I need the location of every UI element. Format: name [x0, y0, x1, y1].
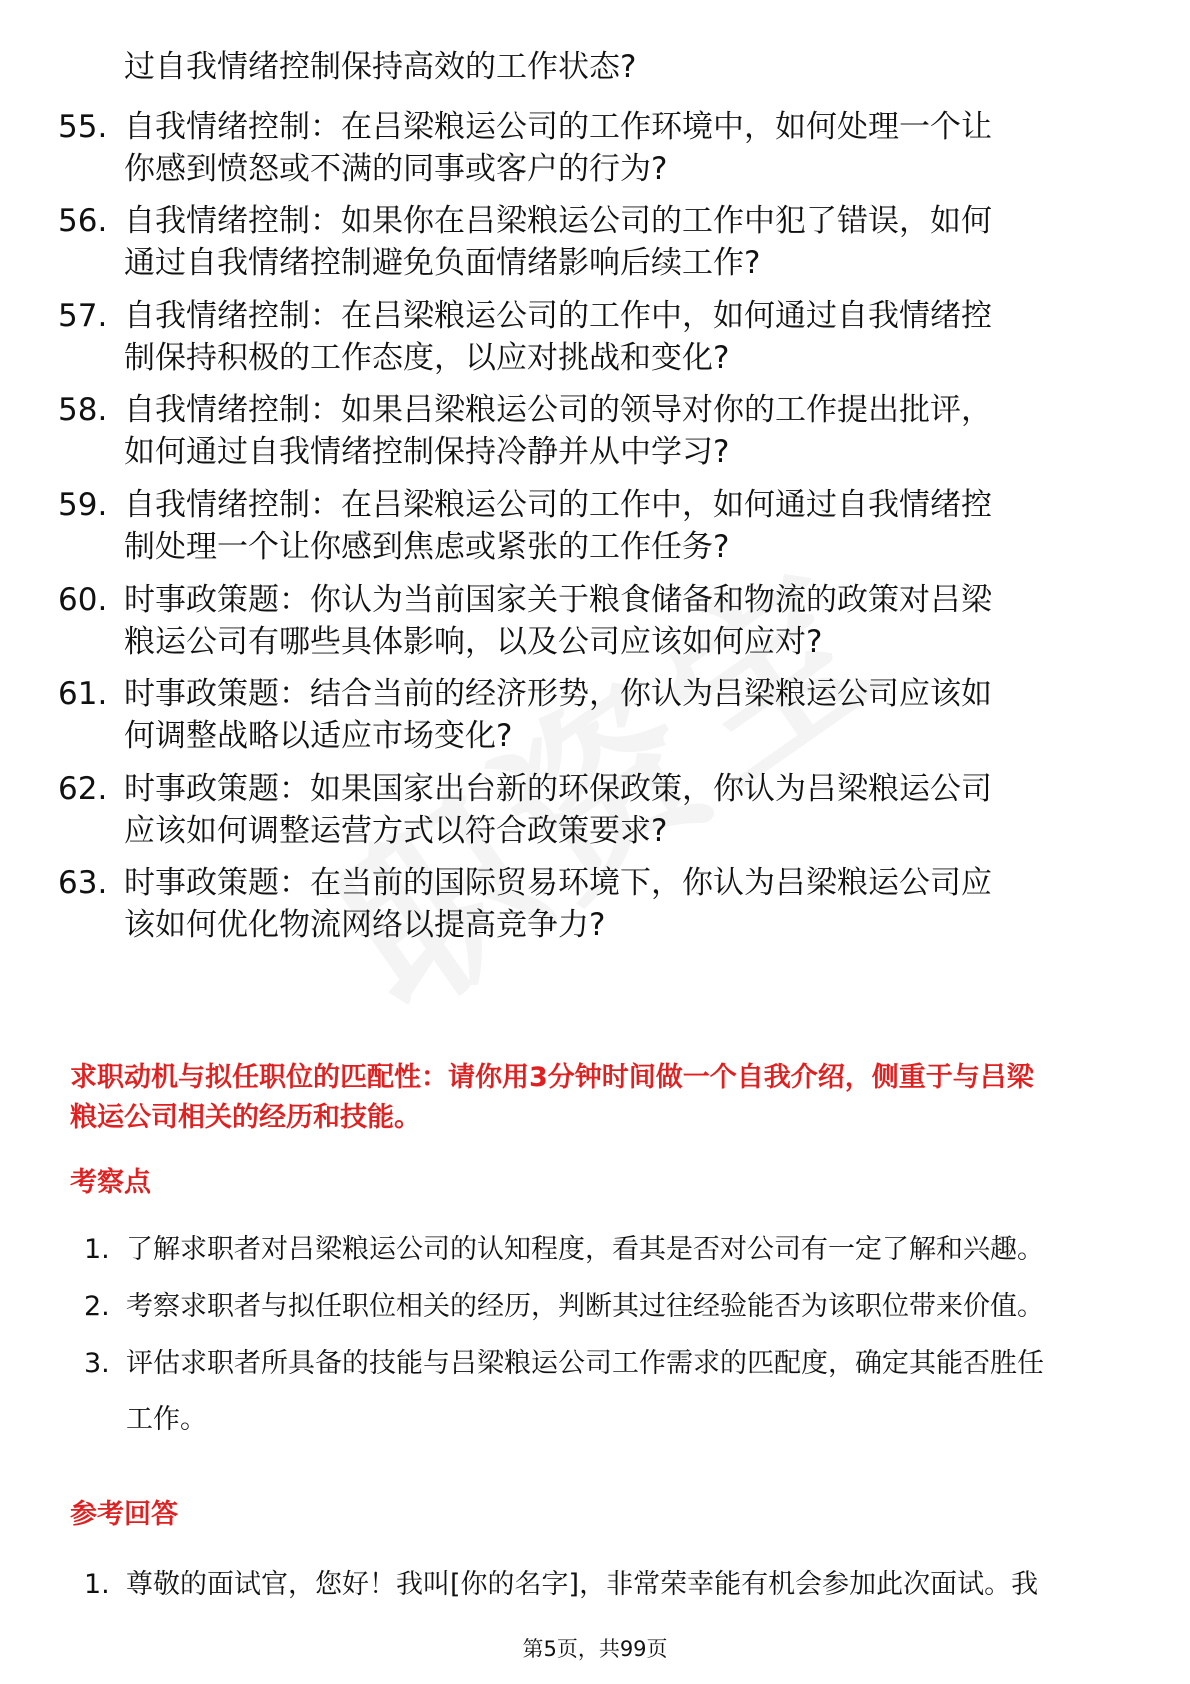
question-number: 61.: [58, 676, 108, 712]
point-text: 了解求职者对吕梁粮运公司的认知程度，看其是否对公司有一定了解和兴趣。: [126, 1234, 1044, 1265]
question-number: 57.: [58, 298, 108, 334]
question-number: 55.: [58, 109, 108, 145]
question-text: 时事政策题：结合当前的经济形势，你认为吕梁粮运公司应该如 何调整战略以适应市场变化?: [124, 676, 992, 754]
page-footer: 第5页，共99页: [522, 1637, 668, 1661]
section-title: 求职动机与拟任职位的匹配性：请你用3分钟时间做一个自我介绍，侧重于与吕梁 粮运公司相关的经历和技能。: [70, 1062, 1034, 1133]
point-number: 3.: [84, 1348, 110, 1379]
question-text: 时事政策题：在当前的国际贸易环境下，你认为吕梁粮运公司应 该如何优化物流网络以提高竞争力?: [124, 865, 992, 943]
question-text: 自我情绪控制：在吕梁粮运公司的工作环境中，如何处理一个让 你感到愤怒或不满的同事或客户的行为?: [124, 109, 992, 187]
point-number: 1.: [84, 1234, 110, 1265]
question-text: 自我情绪控制：在吕梁粮运公司的工作中，如何通过自我情绪控 制处理一个让你感到焦虑或紧张的工作任务?: [124, 487, 992, 565]
question-text: 自我情绪控制：在吕梁粮运公司的工作中，如何通过自我情绪控 制保持积极的工作态度，以应对挑战和变化?: [124, 298, 992, 376]
point-text: 评估求职者所具备的技能与吕梁粮运公司工作需求的匹配度，确定其能否胜任 工作。: [126, 1348, 1044, 1435]
answer-text: 尊敬的面试官，您好！我叫[你的名字]，非常荣幸能有机会参加此次面试。我: [126, 1569, 1039, 1600]
question-number: 58.: [58, 392, 108, 428]
answer-heading: 参考回答: [70, 1499, 178, 1530]
question-number: 59.: [58, 487, 108, 523]
question-number: 60.: [58, 582, 108, 618]
question-text: 自我情绪控制：如果吕梁粮运公司的领导对你的工作提出批评， 如何通过自我情绪控制保持冷静并从中学习?: [124, 392, 992, 470]
question-number: 62.: [58, 771, 108, 807]
question-number: 56.: [58, 203, 108, 239]
question-text: 时事政策题：如果国家出台新的环保政策，你认为吕梁粮运公司 应该如何调整运营方式以符合政策要求?: [124, 771, 992, 849]
answer-number: 1.: [84, 1569, 110, 1600]
question-text: 自我情绪控制：如果你在吕梁粮运公司的工作中犯了错误，如何 通过自我情绪控制避免负面情绪影响后续工作?: [124, 203, 992, 281]
point-text: 考察求职者与拟任职位相关的经历，判断其过往经验能否为该职位带来价值。: [126, 1291, 1044, 1322]
question-number: 63.: [58, 865, 108, 901]
points-heading: 考察点: [70, 1167, 151, 1198]
question-text: 时事政策题：你认为当前国家关于粮食储备和物流的政策对吕梁 粮运公司有哪些具体影响，以及公司应该如何应对?: [124, 582, 992, 660]
point-number: 2.: [84, 1291, 110, 1322]
continued-question-text: 过自我情绪控制保持高效的工作状态?: [124, 49, 637, 85]
